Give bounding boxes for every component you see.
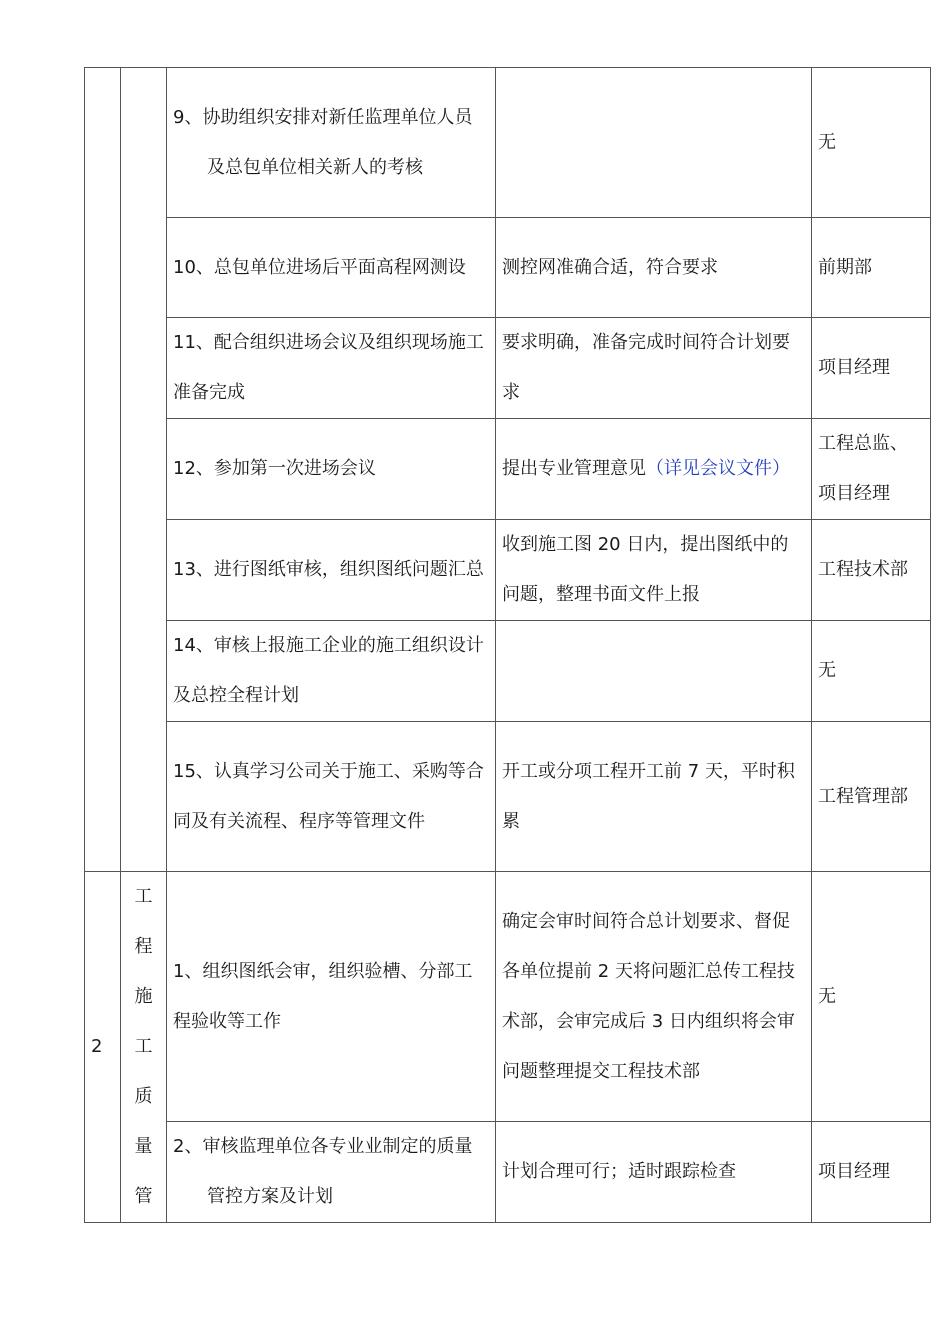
task-cell — [167, 520, 496, 621]
task-cell — [167, 1122, 496, 1223]
standard-text: 计划合理可行；适时跟踪检查 — [502, 1161, 736, 1182]
dept-text: 工程技术部 — [818, 559, 908, 580]
task-cell — [167, 318, 496, 419]
standard-text: 测控网准确合适，符合要求 — [502, 256, 718, 278]
dept-cell — [812, 520, 931, 621]
work-plan-table — [84, 67, 931, 1223]
category-vertical-text — [134, 872, 154, 1222]
category-char: 程 — [134, 936, 153, 957]
table-row — [85, 520, 931, 621]
dept-cell — [812, 318, 931, 419]
standard-cell — [496, 520, 812, 621]
category-cell — [121, 872, 167, 1223]
dept-cell — [812, 872, 931, 1122]
category-char: 工 — [134, 886, 153, 907]
task-text: 12、参加第一次进场会议 — [173, 458, 376, 479]
table-row — [85, 1122, 931, 1223]
dept-text: 工程管理部 — [818, 785, 908, 807]
table-row — [85, 68, 931, 218]
standard-cell — [496, 872, 812, 1122]
dept-text: 工程总监、项目经理 — [818, 433, 908, 504]
table-row — [85, 419, 931, 520]
standard-cell — [496, 621, 812, 722]
standard-text: 开工或分项工程开工前 7 天，平时积累 — [502, 760, 795, 832]
dept-cell — [812, 419, 931, 520]
standard-cell — [496, 318, 812, 419]
task-cell — [167, 419, 496, 520]
dept-cell — [812, 68, 931, 218]
category-char: 质 — [134, 1086, 153, 1107]
table-row — [85, 318, 931, 419]
dept-text: 前期部 — [818, 256, 872, 278]
dept-text: 无 — [818, 131, 836, 153]
category-char: 管 — [134, 1186, 153, 1207]
task-cell — [167, 872, 496, 1122]
category-char: 施 — [134, 986, 153, 1007]
task-text: 1、组织图纸会审，组织验槽、分部工程验收等工作 — [173, 960, 473, 1032]
section-number-cell — [85, 68, 121, 872]
task-cell — [167, 722, 496, 872]
section-number-cell — [85, 872, 121, 1223]
dept-text: 无 — [818, 985, 836, 1007]
dept-text: 项目经理 — [818, 1161, 890, 1182]
dept-cell — [812, 218, 931, 318]
standard-cell — [496, 722, 812, 872]
task-text: 11、配合组织进场会议及组织现场施工准备完成 — [173, 332, 484, 403]
dept-text: 项目经理 — [818, 357, 890, 378]
task-cell — [167, 218, 496, 318]
standard-cell — [496, 218, 812, 318]
standard-text: 要求明确，准备完成时间符合计划要求 — [502, 332, 790, 403]
table-row — [85, 621, 931, 722]
task-cell — [167, 621, 496, 722]
task-text: 2、审核监理单位各专业业制定的质量管控方案及计划 — [173, 1136, 473, 1207]
task-text: 10、总包单位进场后平面高程网测设 — [173, 256, 466, 278]
dept-cell — [812, 722, 931, 872]
standard-text: 收到施工图 20 日内，提出图纸中的问题，整理书面文件上报 — [502, 534, 789, 605]
table-row — [85, 218, 931, 318]
task-text: 9、协助组织安排对新任监理单位人员及总包单位相关新人的考核 — [173, 106, 473, 178]
standard-cell — [496, 68, 812, 218]
category-cell — [121, 68, 167, 872]
task-text: 15、认真学习公司关于施工、采购等合同及有关流程、程序等管理文件 — [173, 760, 484, 832]
standard-cell — [496, 419, 812, 520]
table-row — [85, 722, 931, 872]
standard-cell — [496, 1122, 812, 1223]
task-text: 13、进行图纸审核，组织图纸问题汇总 — [173, 559, 484, 580]
task-text: 14、审核上报施工企业的施工组织设计及总控全程计划 — [173, 635, 484, 706]
category-char: 工 — [134, 1036, 153, 1057]
standard-text: 提出专业管理意见 — [502, 458, 646, 479]
section-number: 2 — [91, 1036, 103, 1057]
standard-text: 确定会审时间符合总计划要求、督促各单位提前 2 天将问题汇总传工程技术部，会审完成后 3 日内组织将会审问题整理提交工程技术部 — [502, 910, 795, 1082]
dept-cell — [812, 621, 931, 722]
task-cell — [167, 68, 496, 218]
dept-cell — [812, 1122, 931, 1223]
category-char: 量 — [134, 1136, 153, 1157]
table-row — [85, 872, 931, 1122]
meeting-document-link[interactable]: （详见会议文件） — [646, 458, 790, 479]
dept-text: 无 — [818, 660, 836, 681]
